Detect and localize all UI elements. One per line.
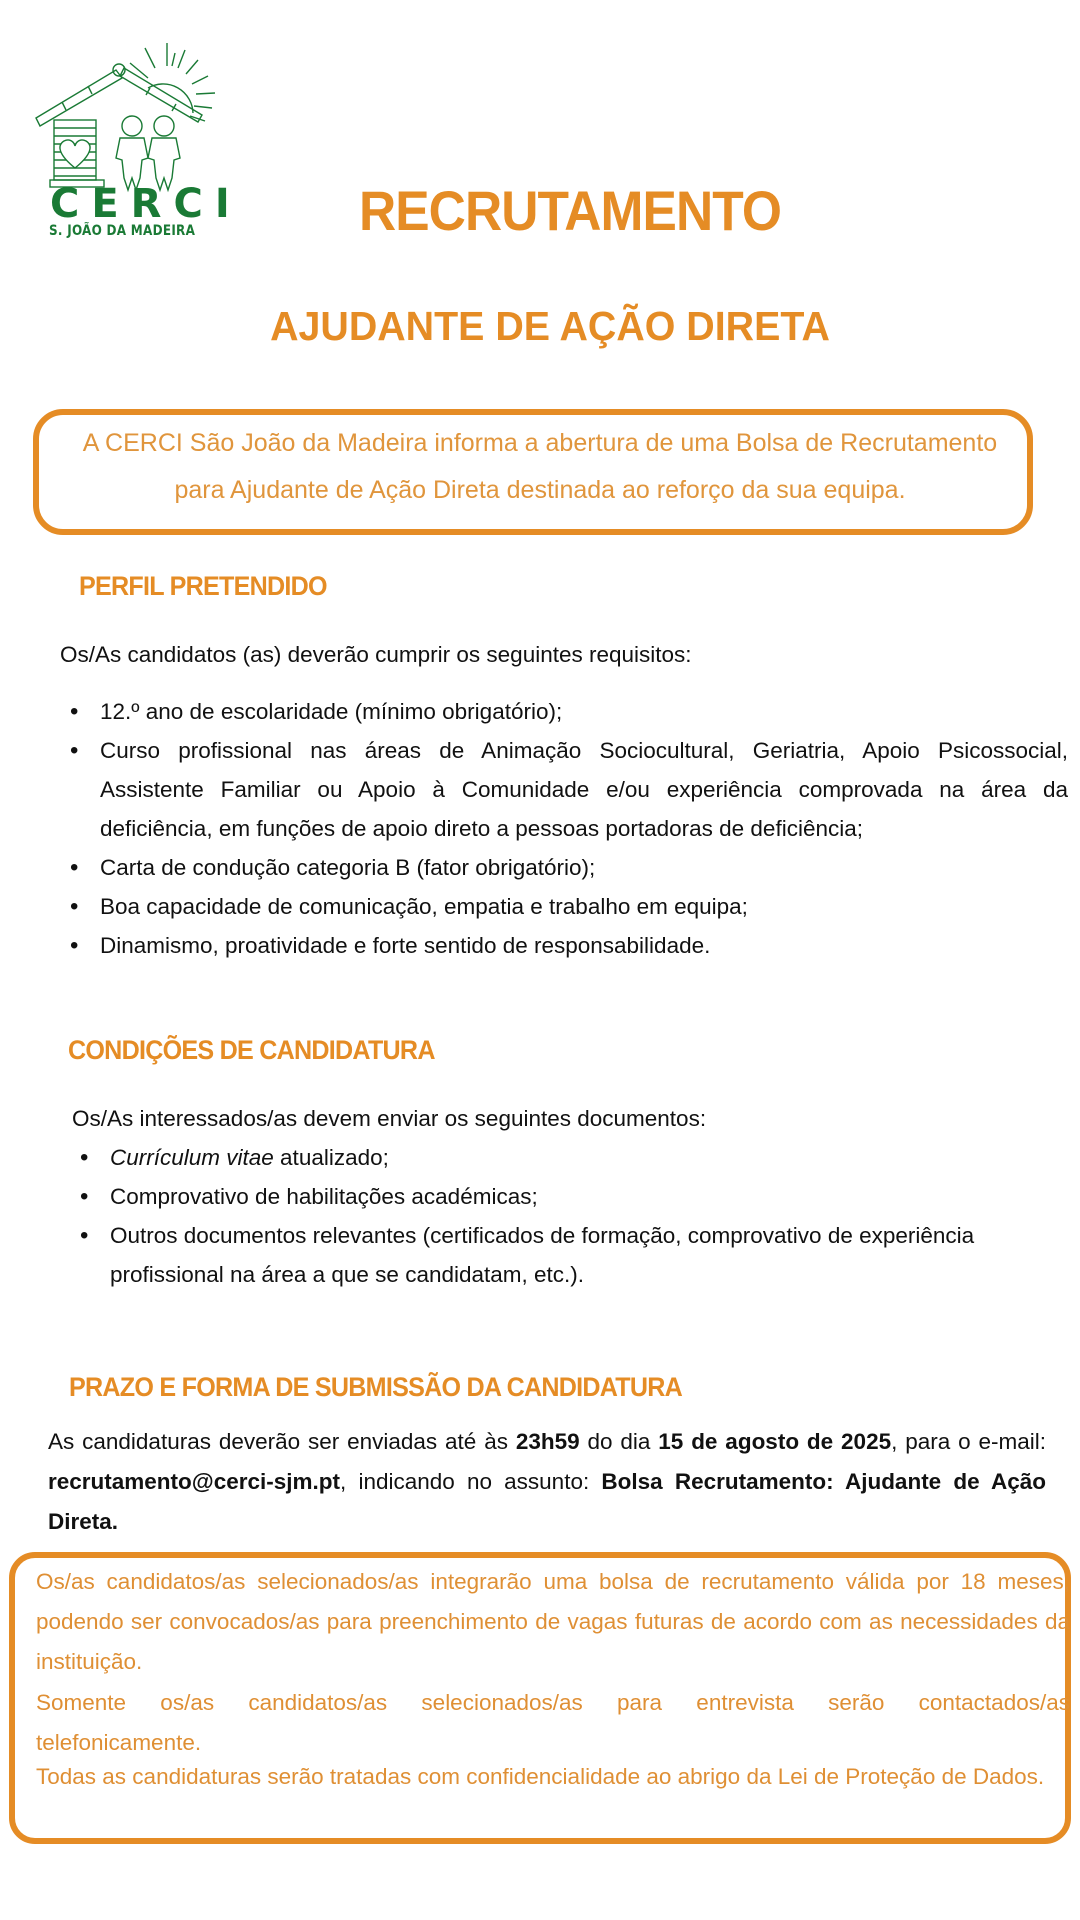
note-confidentiality: Todas as candidaturas serão tratadas com confidencialidade ao abrigo da Lei de Proteção de Dados.: [36, 1764, 1045, 1789]
condicoes-documents-list: [72, 1138, 1032, 1294]
note-contact-line-1: Somente os/as candidatos/as selecionados/as para entrevista serão contactados/as: [36, 1690, 1070, 1715]
list-item: • Boa capacidade de comunicação, empatia e trabalho em equipa;: [62, 887, 1068, 926]
page-title: RECRUTAMENTO: [358, 179, 782, 242]
perfil-lead: Os/As candidatos (as) deverão cumprir os seguintes requisitos:: [60, 642, 692, 667]
deadline-text: As candidaturas deverão ser enviadas até às: [48, 1429, 516, 1454]
note-bolsa-validity: Os/as candidatos/as selecionados/as integrarão uma bolsa de recrutamento válida por 18 meses, podendo ser convocados/as para preenchimento de vagas futuras de acordo com as necessidades da instituição.: [36, 1569, 1070, 1674]
logo-subtitle: S. JOÃO DA MADEIRA: [49, 223, 196, 239]
list-item: • Outros documentos relevantes (certificados de formação, comprovativo de experiência profissional na área a que se candidatam, etc.).: [72, 1216, 1032, 1294]
cv-italic: Currículum vitae: [110, 1145, 274, 1170]
list-item: [72, 1138, 1032, 1177]
deadline-paragraph: [48, 1422, 1046, 1542]
email-link[interactable]: recrutamento@cerci-sjm.pt: [48, 1469, 341, 1494]
section-heading-condicoes: CONDIÇÕES DE CANDIDATURA: [68, 1035, 435, 1065]
logo-wordmark: CERCI: [50, 181, 242, 227]
note-contact-line-2: telefonicamente.: [36, 1730, 202, 1755]
deadline-time: 23h59: [515, 1429, 580, 1454]
list-item: • Carta de condução categoria B (fator obrigatório);: [62, 848, 1068, 887]
section-heading-perfil: PERFIL PRETENDIDO: [79, 571, 327, 601]
cv-rest: atualizado;: [273, 1145, 389, 1170]
list-item: • 12.º ano de escolaridade (mínimo obrigatório);: [62, 692, 1068, 731]
job-title: AJUDANTE DE AÇÃO DIRETA: [270, 303, 830, 349]
list-item: • Curso profissional nas áreas de Animação Sociocultural, Geriatria, Apoio Psicossocial, Assistente Familiar ou Apoio à Comunidade e/ou experiência comprovada na área da deficiência, em funções de apoio direto a pessoas portadoras de deficiência;: [62, 731, 1068, 848]
intro-line-2: para Ajudante de Ação Direta destinada ao reforço da sua equipa.: [174, 476, 906, 504]
deadline-date: 15 de agosto de 2025: [658, 1429, 892, 1454]
list-item: • Comprovativo de habilitações académicas;: [72, 1177, 1032, 1216]
intro-text: [40, 420, 1040, 514]
intro-line-1: A CERCI São João da Madeira informa a abertura de uma Bolsa de Recrutamento: [82, 429, 998, 457]
deadline-text: , indicando no assunto:: [340, 1469, 602, 1494]
deadline-text: , para o e-mail:: [891, 1429, 1047, 1454]
list-item: • Dinamismo, proatividade e forte sentido de responsabilidade.: [62, 926, 1068, 965]
deadline-text: do dia: [579, 1429, 659, 1454]
email-subject: Bolsa Recrutamento: Ajudante de Ação Direta.: [48, 1469, 1046, 1534]
perfil-requirements-list: [62, 692, 1068, 965]
section-heading-prazo: PRAZO E FORMA DE SUBMISSÃO DA CANDIDATURA: [69, 1372, 683, 1402]
condicoes-lead: Os/As interessados/as devem enviar os seguintes documentos:: [72, 1106, 707, 1131]
